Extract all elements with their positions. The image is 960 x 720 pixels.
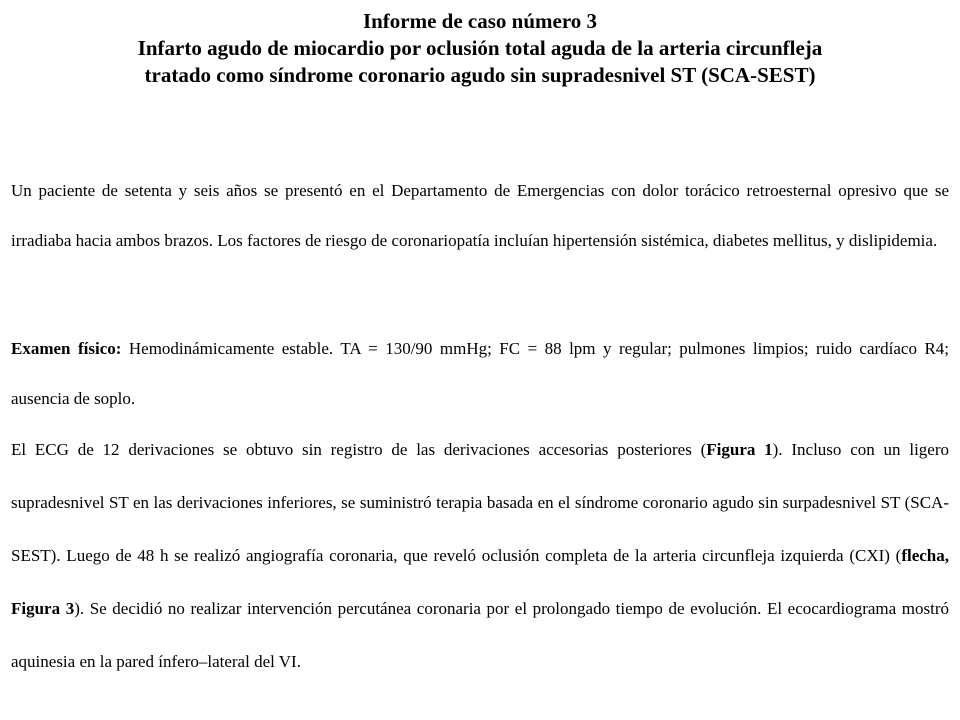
title-line-2: Infarto agudo de miocardio por oclusión total aguda de la arteria circunfleja [137, 36, 823, 60]
ecg-text-part2: ). Incluso con un ligero supradesnivel ST en las derivaciones inferiores, se suministró terapia basada en el síndrome coronario agudo sin surpadesnivel ST (SCA-SEST). Luego de 48 h se realizó angiografía coronaria, que reveló oclusión completa de la arteria circunfleja izquierda (CXI) ( [11, 440, 950, 565]
paragraph-presentation [11, 166, 949, 266]
title-case-number: Informe de caso número 3 [362, 9, 598, 33]
paragraph-physical-exam-body [11, 324, 949, 424]
paragraph-presentation-text: Un paciente de setenta y seis años se presentó en el Departamento de Emergencias con dolor torácico retroesternal opresivo que se irradiaba hacia ambos brazos. Los factores de riesgo de coronariopatía incluían hipertensión sistémica, diabetes mellitus, y dislipidemia. [11, 181, 949, 250]
figure-3-reference: flecha, Figura 3 [11, 546, 949, 618]
physical-exam-label: Examen físico: [11, 339, 122, 358]
physical-exam-text: Hemodinámicamente estable. TA = 130/90 mmHg; FC = 88 lpm y regular; pulmones limpios; ruido cardíaco R4; ausencia de soplo. [11, 339, 950, 408]
ecg-text-part1: El ECG de 12 derivaciones se obtuvo sin registro de las derivaciones accesorias posteriores ( [11, 440, 707, 459]
paragraph-ecg-findings [11, 423, 949, 688]
paragraph-ecg-body [11, 423, 949, 688]
document-title [0, 8, 960, 89]
title-line-3: tratado como síndrome coronario agudo sin supradesnivel ST (SCA-SEST) [144, 63, 816, 87]
paragraph-physical-exam [11, 324, 949, 424]
figure-1-reference: Figura 1 [706, 440, 773, 459]
ecg-text-part3: ). Se decidió no realizar intervención percutánea coronaria por el prolongado tiempo de evolución. El ecocardiograma mostró aquinesia en la pared ínfero–lateral del VI. [11, 599, 950, 671]
